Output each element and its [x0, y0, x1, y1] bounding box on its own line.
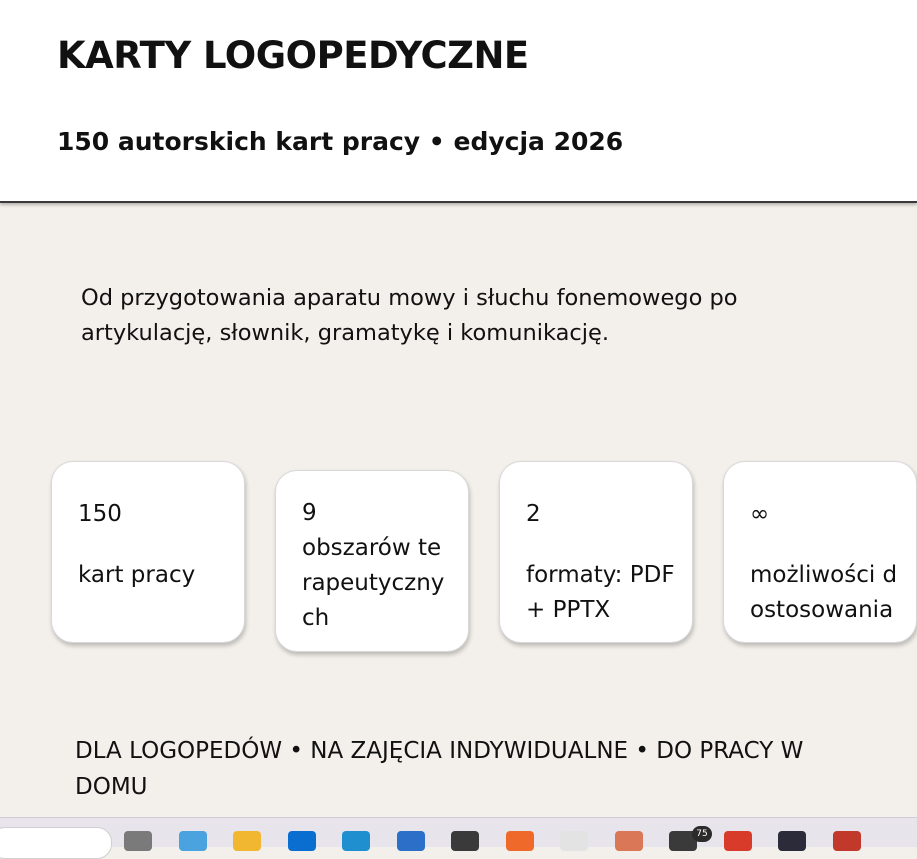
stat-card-cards [51, 461, 245, 643]
page-title: KARTY LOGOPEDYCZNE [57, 34, 529, 77]
app-icon[interactable] [778, 831, 806, 851]
claude-icon[interactable] [615, 831, 643, 851]
stat-card-formats [499, 461, 693, 643]
editor-icon[interactable] [397, 831, 425, 851]
active-app-icon[interactable] [833, 831, 861, 851]
stat-label: obszarów terapeutycznych [302, 535, 445, 631]
file-explorer-icon[interactable] [233, 831, 261, 851]
stat-card-customization [723, 461, 917, 643]
stat-value: 150 [78, 501, 122, 527]
stat-value: 9 [302, 500, 317, 526]
notification-badge: 75 [692, 826, 712, 842]
stat-value: 2 [526, 501, 541, 527]
store-icon[interactable] [342, 831, 370, 851]
audience-tagline: DLA LOGOPEDÓW • NA ZAJĘCIA INDYWIDUALNE • DO PRACY W DOMU [75, 738, 804, 800]
stat-value: ∞ [750, 501, 770, 527]
page-subtitle: 150 autorskich kart pracy • edycja 2026 [57, 127, 624, 156]
task-view-icon[interactable] [124, 831, 152, 851]
widgets-icon[interactable] [179, 831, 207, 851]
taskbar-search-box[interactable] [0, 827, 112, 859]
stat-label: kart pracy [78, 562, 196, 588]
chrome-icon[interactable] [724, 831, 752, 851]
stat-card-areas [275, 470, 469, 652]
taskbar [0, 817, 917, 847]
firefox-icon[interactable] [506, 831, 534, 851]
hp-icon[interactable] [288, 831, 316, 851]
intro-text: Od przygotowania aparatu mowy i słuchu fonemowego po artykulację, słownik, gramatykę i komunikację. [81, 285, 738, 346]
notepad-icon[interactable] [560, 831, 588, 851]
chatgpt-icon[interactable] [451, 831, 479, 851]
stat-label: formaty: PDF + PPTX [526, 562, 675, 623]
stat-label: możliwości dostosowania [750, 562, 898, 623]
header [0, 0, 917, 203]
